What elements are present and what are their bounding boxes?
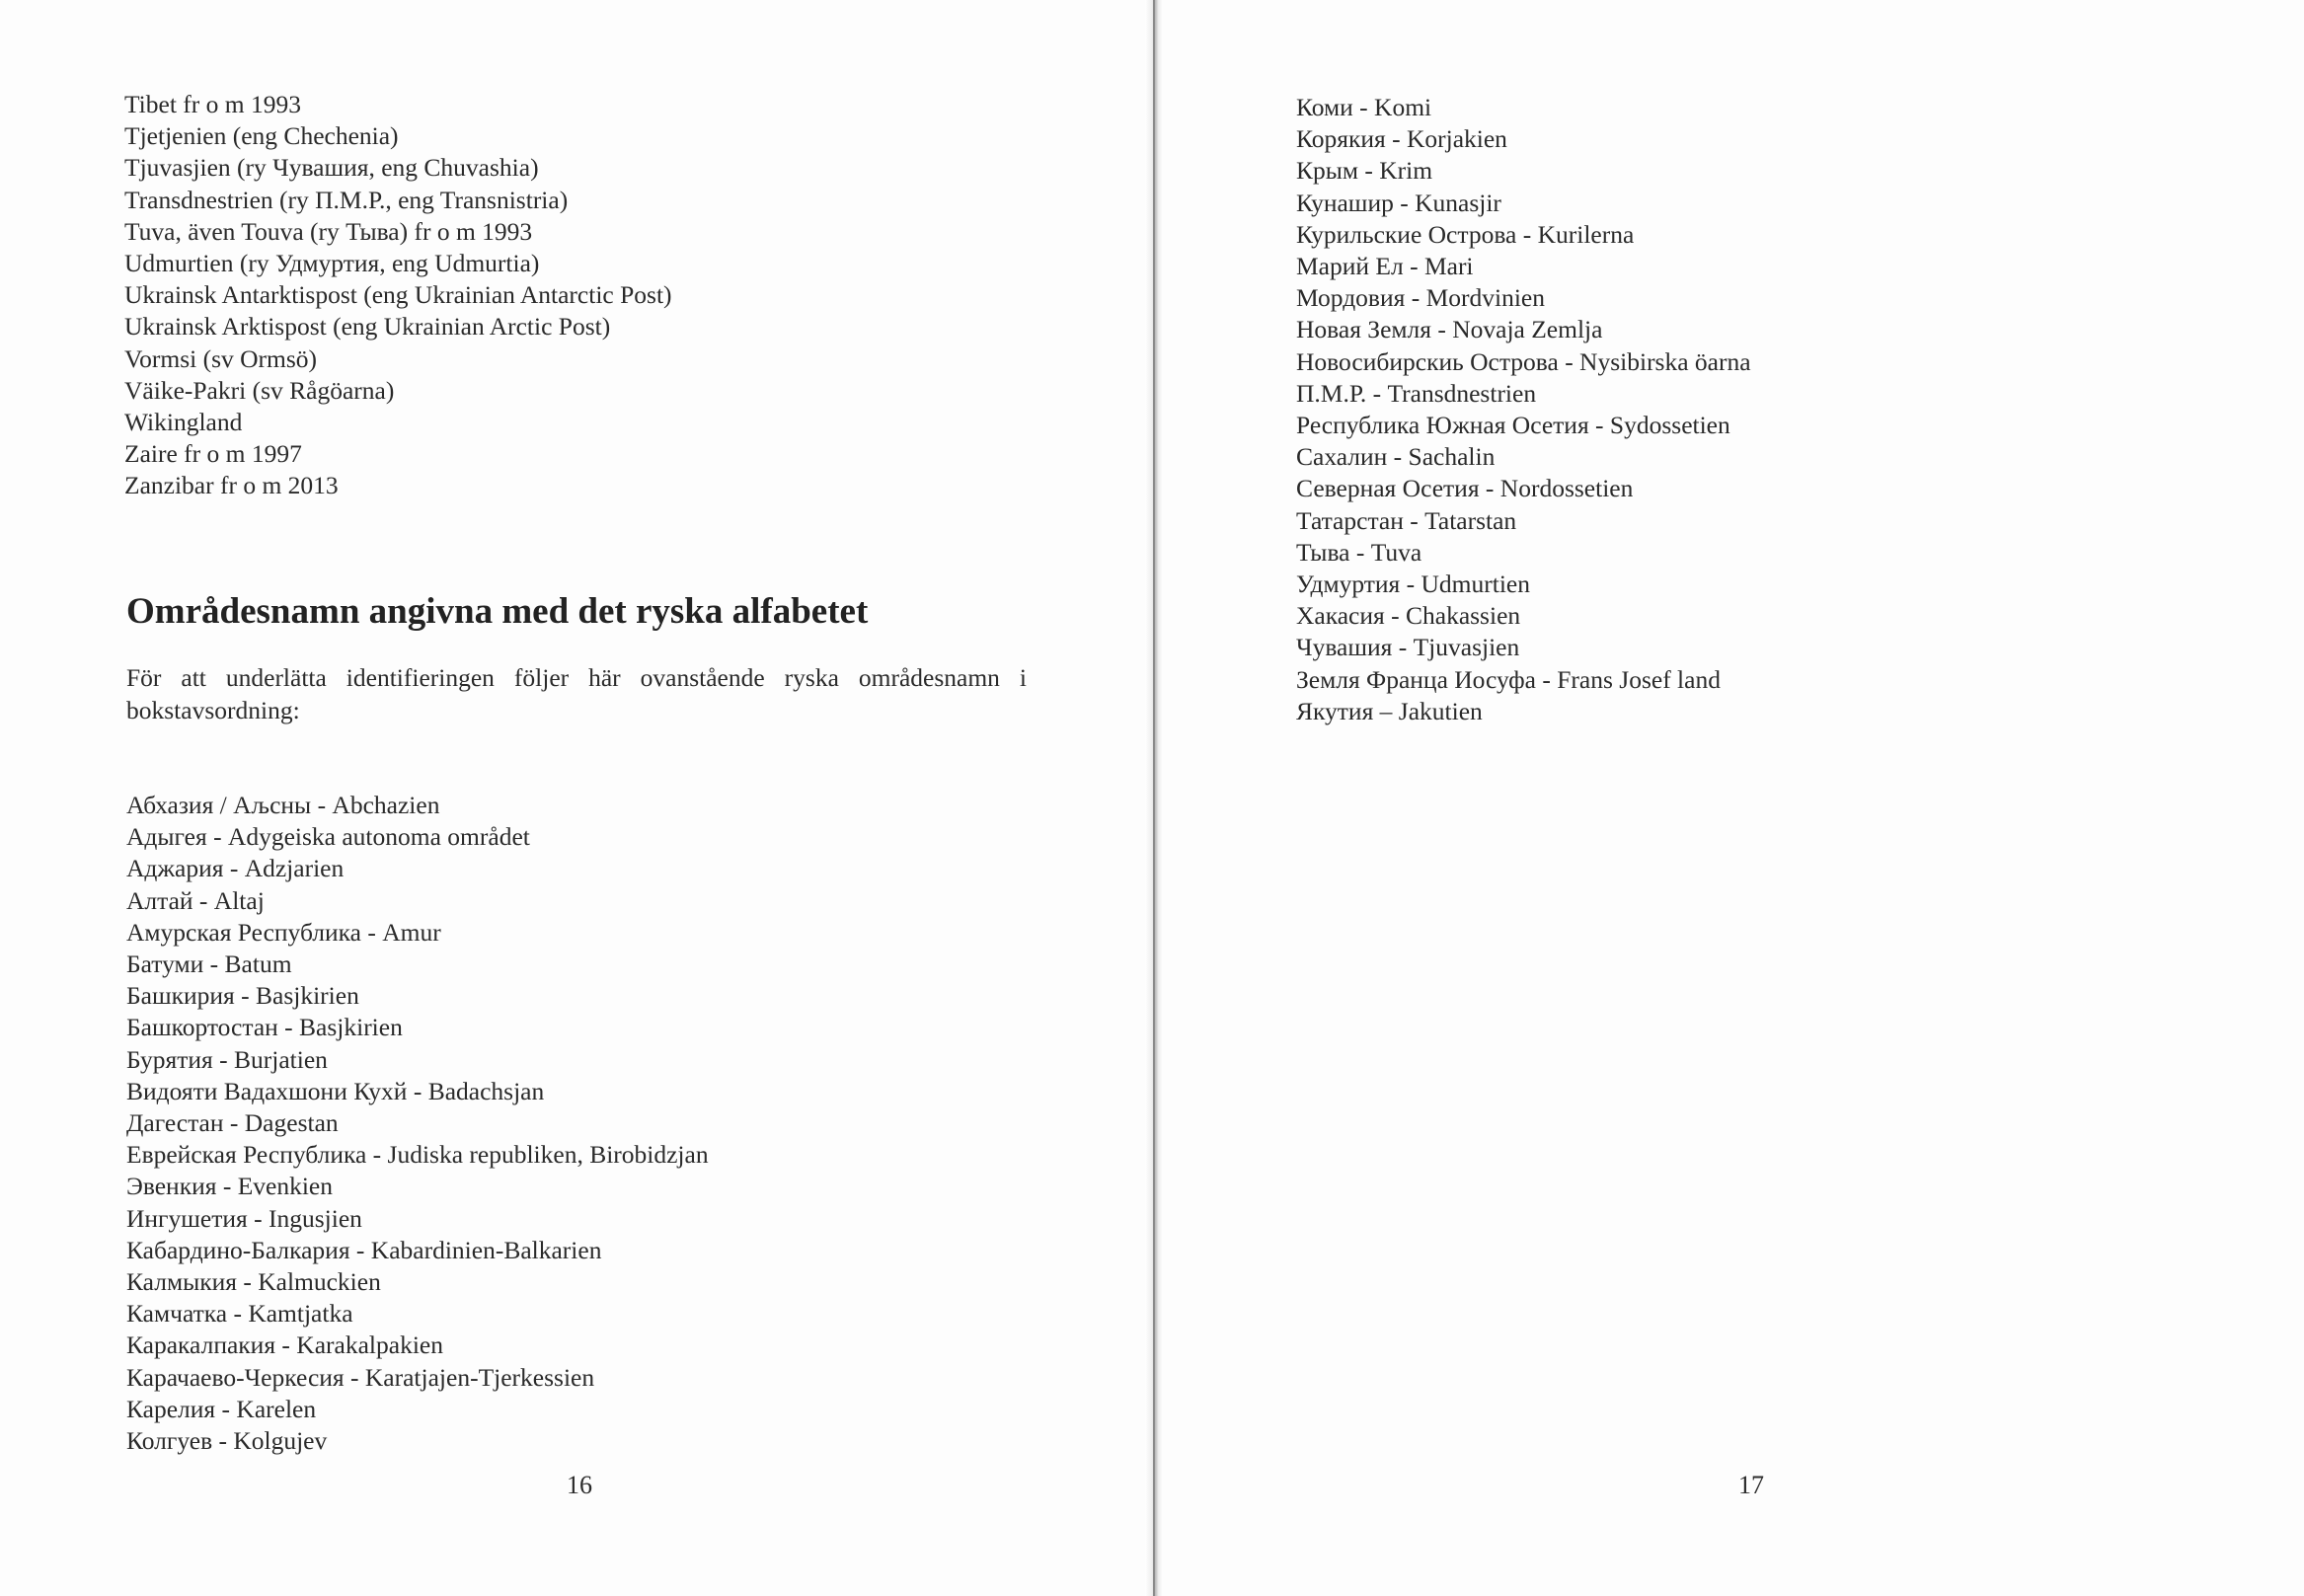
list-item: Башкортостан - Basjkirien: [126, 1013, 403, 1042]
list-item: Ингушетия - Ingusjien: [126, 1203, 362, 1233]
list-item: Хакасия - Chakassien: [1296, 601, 1521, 631]
list-item: Новая Земля - Novaja Zemlja: [1296, 315, 1603, 344]
section-heading: Områdesnamn angivna med det ryska alfabetet: [126, 591, 869, 632]
list-item: Zaire fr o m 1997: [124, 439, 302, 469]
right-page: [1163, 0, 2304, 1596]
list-item: Ukrainsk Antarktispost (eng Ukrainian Antarctic Post): [124, 280, 672, 310]
list-item: П.М.Р. - Transdnestrien: [1296, 378, 1537, 408]
list-item: Каракалпакия - Karakalpakien: [126, 1330, 443, 1360]
list-item: Новосибирскиь Острова - Nysibirska öarna: [1296, 346, 1751, 376]
list-item: Северная Осетия - Nordossetien: [1296, 474, 1634, 503]
list-item: Udmurtien (ry Удмуртия, eng Udmurtia): [124, 249, 540, 278]
list-item: Дагестан - Dagestan: [126, 1108, 339, 1138]
list-item: Кунашир - Kunasjir: [1296, 188, 1501, 217]
list-item: Кабардино-Балкария - Kabardinien-Balkarien: [126, 1235, 602, 1264]
list-item: Transdnestrien (ry П.М.Р., eng Transnistria): [124, 185, 569, 214]
list-item: Tjetjenien (eng Chechenia): [124, 121, 399, 151]
list-item: Ukrainsk Arktispost (eng Ukrainian Arctic Post): [124, 312, 611, 342]
list-item: Tibet fr o m 1993: [124, 90, 301, 118]
list-item: Республика Южная Осетия - Sydossetien: [1296, 411, 1730, 440]
list-item: Zanzibar fr o m 2013: [124, 471, 339, 500]
list-item: Tuva, även Touva (ry Тыва) fr o m 1993: [124, 216, 533, 246]
list-item: Якутия – Jakutien: [1296, 696, 1483, 725]
list-item: Башкирия - Basjkirien: [126, 981, 359, 1011]
russian-names-list-b: [1296, 92, 1751, 727]
list-item: Аджария - Adzjarien: [126, 854, 345, 883]
gutter-fold-line: [1153, 0, 1155, 1596]
list-item: Vormsi (sv Ormsö): [124, 343, 318, 373]
list-item: Корякия - Korjakien: [1296, 124, 1507, 154]
list-item: Коми - Komi: [1296, 93, 1432, 121]
list-item: Карелия - Karelen: [126, 1394, 317, 1423]
list-item: Крым - Krim: [1296, 156, 1433, 186]
list-item: Сахалин - Sachalin: [1296, 442, 1496, 472]
page-number-left: 16: [567, 1471, 592, 1499]
list-item: Марий Ел - Mari: [1296, 252, 1474, 281]
page-number-right: 17: [1738, 1471, 1764, 1499]
left-page: [0, 0, 1145, 1596]
list-item: Батуми - Batum: [126, 950, 292, 979]
list-item: Мордовия - Mordvinien: [1296, 283, 1545, 313]
list-item: Чувашия - Tjuvasjien: [1296, 633, 1520, 662]
territory-list-top: [124, 89, 672, 502]
list-item: Татарстан - Tatarstan: [1296, 505, 1517, 535]
list-item: Väike-Pakri (sv Rågöarna): [124, 375, 395, 405]
russian-names-list-a: [126, 790, 709, 1457]
list-item: Удмуртия - Udmurtien: [1296, 570, 1530, 599]
list-item: Калмыкия - Kalmuckien: [126, 1267, 381, 1297]
section-intro: För att underlätta identifieringen följer här ovanstående ryska områdesnamn i bokstavsordning:: [126, 663, 1027, 724]
list-item: Еврейская Республика - Judiska republiken, Birobidzjan: [126, 1140, 709, 1170]
list-item: Земля Франца Иосуфа - Frans Josef land: [1296, 664, 1721, 694]
list-item: Амурская Республика - Amur: [126, 917, 441, 947]
list-item: Камчатка - Kamtjatka: [126, 1299, 353, 1329]
list-item: Алтай - Altaj: [126, 885, 265, 915]
list-item: Бурятия - Burjatien: [126, 1044, 328, 1074]
list-item: Карачаево-Черкесия - Karatjajen-Tjerkessien: [126, 1362, 595, 1392]
list-item: Видояти Вадахшони Кухй - Badachsjan: [126, 1076, 545, 1105]
list-item: Тыва - Tuva: [1296, 537, 1422, 567]
list-item: Колгуев - Kolgujev: [126, 1426, 328, 1456]
list-item: Адыгея - Adygeiska autonoma området: [126, 822, 530, 852]
list-item: Эвенкия - Evenkien: [126, 1172, 333, 1201]
list-item: Wikingland: [124, 408, 243, 437]
list-item: Абхазия / Аљсны - Abchazien: [126, 791, 440, 819]
list-item: Курильские Острова - Kurilerna: [1296, 219, 1635, 249]
list-item: Tjuvasjien (ry Чувашия, eng Chuvashia): [124, 153, 539, 183]
